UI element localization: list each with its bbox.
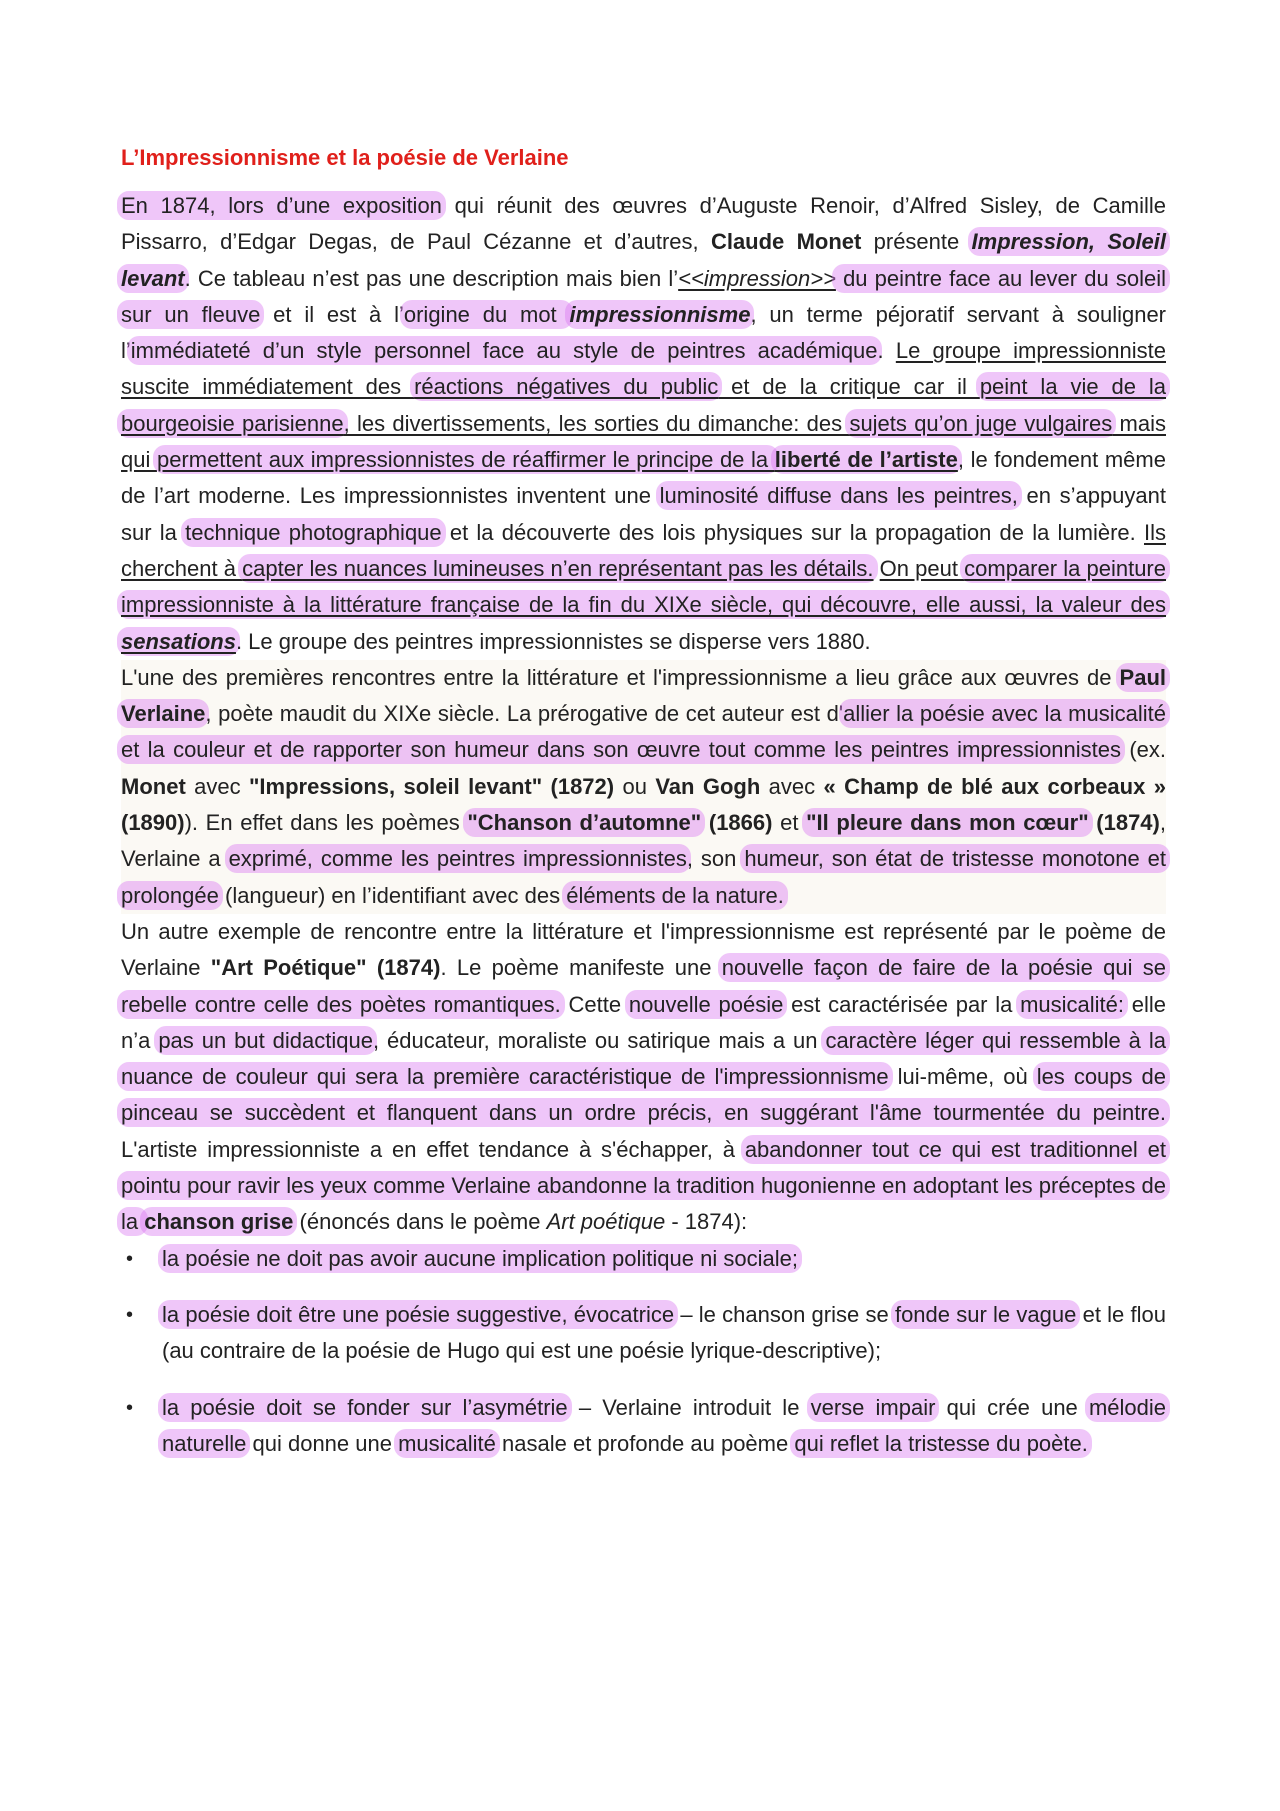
text-run: – Verlaine introduit le [567, 1394, 811, 1420]
text-run: , Verlaine a [121, 810, 1166, 872]
paragraph-art-poetique [121, 914, 1166, 1241]
highlighted-text: caractère léger qui ressemble à la nuance de couleur qui sera la première caractéristique de l'impressionnisme [117, 1026, 1170, 1091]
text-run: présente [861, 229, 972, 255]
text-run: <<impression>> [678, 265, 836, 291]
text-run: (langueur) en l’identifiant avec des [218, 882, 567, 908]
text-run: (ex. [1121, 737, 1167, 763]
text-run: (1874) [1088, 810, 1160, 836]
highlighted-text: nouvelle poésie [625, 990, 788, 1019]
text-run: et le flou (au contraire de la poésie de Hugo qui est une poésie lyrique-descriptive); [162, 1301, 1166, 1364]
highlighted-text: musicalité: [1016, 990, 1128, 1019]
text-run: On peut [879, 555, 965, 581]
text-run: et de la critique car il [718, 374, 980, 400]
text-run: et [772, 810, 807, 836]
text-run: Ils cherchent à [121, 519, 1166, 581]
text-run: qui crée une [935, 1394, 1089, 1420]
text-run: avec [760, 773, 824, 799]
text-run: qui réunit des œuvres d’Auguste Renoir, d’Alfred Sisley, de Camille Pissarro, d’Edgar Degas, de Paul Cézanne et d’autres, [121, 193, 1166, 255]
page-title: L’Impressionnisme et la poésie de Verlaine [121, 145, 569, 170]
list-item [121, 1390, 1166, 1463]
precepts-list [121, 1241, 1166, 1462]
text-run: est caractérisée par la [783, 991, 1021, 1017]
highlighted-text: immédiateté d’un style personnel face au style de peintres académique [127, 336, 882, 365]
highlighted-text: réactions négatives du public [410, 372, 722, 401]
text-run: L'artiste impressionniste a en effet tendance à s'échapper, à [121, 1136, 745, 1162]
highlighted-text: impressionnisme [565, 300, 754, 329]
highlighted-text: comparer la peinture impressionniste à la littérature française de la fin du XIXe siècle, qui découvre, elle aussi, la valeur des [117, 554, 1170, 619]
highlighted-text: fonde sur le vague [891, 1300, 1080, 1329]
highlighted-text: pas un but didactique [154, 1026, 377, 1055]
text-run: Monet [121, 773, 186, 799]
highlighted-text: luminosité diffuse dans les peintres, [656, 481, 1022, 510]
paragraph-verlaine [121, 660, 1166, 914]
text-run: L'une des premières rencontres entre la littérature et l'impressionnisme a lieu grâce aux œuvres de [121, 664, 1120, 690]
highlighted-text: "Chanson d’automne" [463, 808, 705, 837]
text-run: – le chanson grise se [674, 1301, 895, 1327]
text-run: "Impressions, soleil levant" (1872) [248, 773, 615, 799]
highlighted-text: la poésie ne doit pas avoir aucune implication politique ni sociale; [158, 1244, 802, 1273]
highlighted-text: sensations [117, 627, 240, 656]
highlighted-text: éléments de la nature. [562, 881, 788, 910]
bullet-icon: • [126, 1247, 134, 1270]
text-run: (1866) [701, 810, 773, 836]
highlighted-text: qui reflet la tristesse du poète. [790, 1429, 1092, 1458]
highlighted-text: la poésie doit être une poésie suggestive, évocatrice [158, 1300, 678, 1329]
text-run: - 1874): [665, 1209, 748, 1235]
text-run: , le fondement même de l’art moderne. Les impressionnistes inventent une [121, 447, 1166, 509]
highlighted-text: origine du mot [400, 300, 574, 329]
highlighted-text: verse impair [807, 1393, 940, 1422]
list-item [121, 1241, 1166, 1277]
highlighted-text: du peintre face au lever du soleil sur un fleuve [117, 264, 1170, 329]
highlighted-text: musicalité [394, 1429, 500, 1458]
text-run: Claude Monet [710, 229, 862, 255]
highlighted-text: peint la vie de la bourgeoisie parisienne [117, 372, 1170, 437]
highlighted-text: capter les nuances lumineuses n’en représentant pas les détails. [238, 554, 877, 583]
text-run: , son [686, 846, 745, 872]
text-run: en s’appuyant sur la [121, 483, 1166, 545]
text-run: , éducateur, moraliste ou satirique mais a un [372, 1027, 826, 1053]
highlighted-text: "Il pleure dans mon cœur" [802, 808, 1093, 837]
highlighted-text: mélodie naturelle [158, 1393, 1170, 1458]
highlighted-text: Impression, Soleil levant [117, 227, 1170, 292]
highlighted-text: nouvelle façon de faire de la poésie qui se rebelle contre celle des poètes romantiques. [117, 953, 1170, 1018]
text-run: . Le poème manifeste une [440, 955, 722, 981]
highlighted-text: Paul Verlaine [117, 663, 1170, 728]
text-run: . Le groupe des peintres impressionnistes se disperse vers 1880. [235, 628, 871, 654]
highlighted-text: abandonner tout ce qui est traditionnel et pointu pour ravir les yeux comme Verlaine abandonne la tradition hugonienne en adoptant les préceptes de la [117, 1135, 1170, 1237]
highlighted-text: la poésie doit se fonder sur l’asymétrie [158, 1393, 572, 1422]
text-run: , un terme péjoratif servant à souligner l’ [121, 301, 1167, 364]
highlighted-text: les coups de pinceau se succèdent et flanquent dans un ordre précis, en suggérant l'âme tourmentée du peintre. [117, 1062, 1170, 1127]
highlighted-text: allier la poésie avec la musicalité et la couleur et de rapporter son humeur dans son œuvre tout comme les peintres impressionnistes [117, 699, 1170, 764]
text-run: nasale et profonde au poème [495, 1430, 795, 1456]
text-run: et la découverte des lois physiques sur la propagation de la lumière. [441, 519, 1144, 545]
text-run: . [877, 338, 896, 364]
text-run: « Champ de blé aux corbeaux » (1890) [121, 773, 1166, 836]
text-run: ). En effet dans les poèmes [184, 810, 468, 836]
text-run: . Ce tableau n’est pas une description mais bien l’ [184, 265, 679, 291]
list-item-text [162, 1395, 1166, 1456]
highlighted-text: permettent aux impressionnistes de réaffirmer le principe de la [153, 445, 779, 474]
highlighted-text: chanson grise [140, 1207, 297, 1236]
highlighted-text: humeur, son état de tristesse monotone et prolongée [117, 844, 1170, 909]
bullet-icon: • [126, 1396, 134, 1419]
text-run: lui-même, où [888, 1064, 1037, 1090]
text-run: ou [614, 773, 656, 799]
highlighted-text: En 1874, lors d’une exposition [117, 191, 446, 220]
text-run: , poète maudit du XIXe siècle. La prérogative de cet auteur est d' [205, 701, 844, 727]
highlighted-text: exprimé, comme les peintres impressionnistes [225, 844, 691, 873]
text-run: , les divertissements, les sorties du dimanche: des [343, 410, 850, 436]
paragraph-impressionnisme [121, 188, 1166, 660]
text-run: Cette [560, 991, 629, 1017]
text-run: Un autre exemple de rencontre entre la littérature et l'impressionnisme est représenté par le poème de Verlaine [121, 918, 1166, 981]
list-item-text [162, 1246, 798, 1271]
text-run: (énoncés dans le poème [293, 1209, 547, 1235]
text-run: Le groupe impressionniste suscite immédiatement des [121, 338, 1166, 400]
text-run: Van Gogh [655, 773, 761, 799]
text-run: Art poétique [546, 1209, 666, 1235]
highlighted-text: liberté de l’artiste [771, 445, 962, 474]
highlighted-text: technique photographique [181, 518, 446, 547]
text-run: et il est à l’ [260, 301, 404, 327]
list-item-text [162, 1302, 1166, 1363]
text-run: "Art Poétique" (1874) [210, 955, 441, 981]
text-run: mais qui [121, 410, 1166, 473]
text-run: qui donne une [246, 1430, 399, 1456]
list-item [121, 1297, 1166, 1370]
text-run: avec [185, 773, 249, 799]
highlighted-text: sujets qu’on juge vulgaires [845, 409, 1116, 438]
text-run: elle n’a [121, 991, 1166, 1053]
bullet-icon: • [126, 1303, 134, 1326]
document-page [121, 140, 1166, 1462]
